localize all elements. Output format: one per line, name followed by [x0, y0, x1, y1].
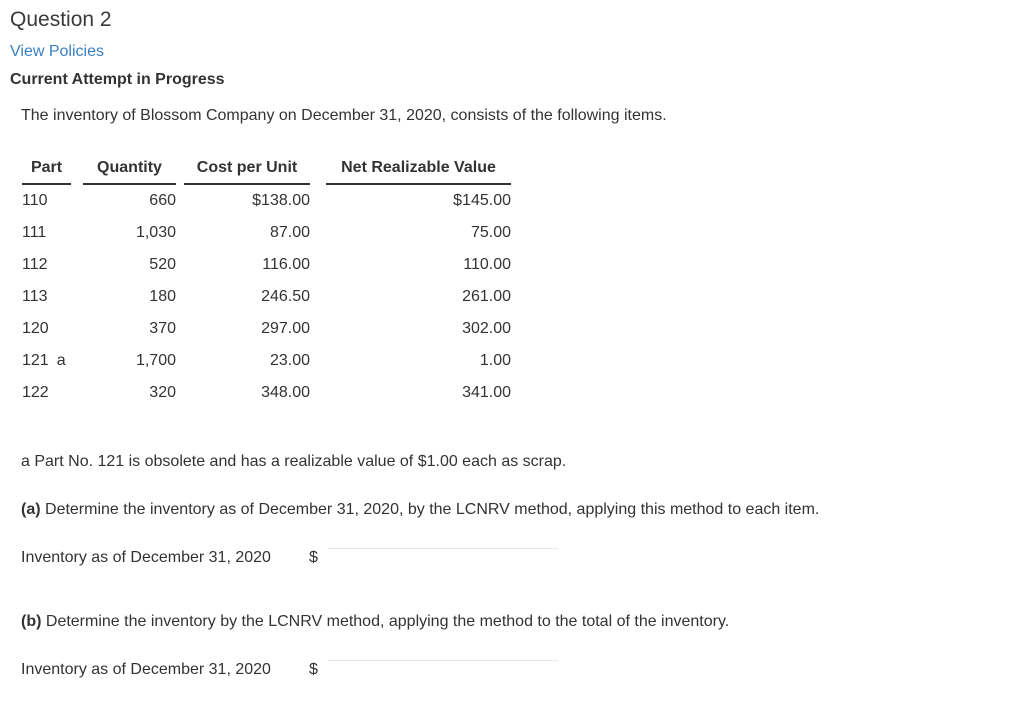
part-b-answer-input[interactable] — [328, 660, 558, 683]
cell-cost: $138.00 — [252, 192, 310, 209]
table-row — [22, 217, 511, 249]
footnote: a Part No. 121 is obsolete and has a realizable value of $1.00 each as scrap. — [21, 453, 567, 470]
part-b-input-label: Inventory as of December 31, 2020 — [21, 661, 271, 678]
cell-quantity: 520 — [149, 256, 176, 273]
cell-part: 110 — [22, 192, 48, 209]
table-row — [22, 377, 511, 409]
table-row — [22, 345, 511, 377]
header-part: Part — [22, 153, 71, 185]
cell-quantity: 370 — [149, 320, 176, 337]
cell-part: 112 — [22, 256, 48, 273]
cell-nrv: 341.00 — [462, 384, 511, 401]
footnote-marker: a — [56, 352, 66, 369]
table-row — [22, 185, 511, 217]
cell-part: 120 — [22, 320, 49, 337]
cell-cost: 246.50 — [261, 288, 310, 305]
cell-part: 113 — [22, 288, 48, 305]
inventory-table — [22, 153, 511, 409]
part-b-prompt: (b) Determine the inventory by the LCNRV method, applying the method to the total of the inventory. — [21, 613, 730, 630]
part-a-answer-input[interactable] — [328, 548, 558, 571]
header-quantity: Quantity — [83, 153, 176, 185]
table-row — [22, 313, 511, 345]
part-a-prompt: (a) Determine the inventory as of December 31, 2020, by the LCNRV method, applying this method to each item. — [21, 501, 820, 518]
cell-cost: 87.00 — [269, 224, 310, 241]
cell-cost: 348.00 — [261, 384, 310, 401]
cell-quantity: 1,030 — [135, 224, 176, 241]
cell-nrv: 110.00 — [463, 256, 511, 273]
cell-quantity: 1,700 — [135, 352, 176, 369]
part-a-input-label: Inventory as of December 31, 2020 — [21, 549, 271, 566]
question-intro: The inventory of Blossom Company on December 31, 2020, consists of the following items. — [21, 107, 667, 124]
cell-nrv: 75.00 — [470, 224, 511, 241]
cell-nrv: $145.00 — [453, 192, 511, 209]
cell-part: 111 — [22, 224, 47, 241]
table-header-row — [22, 153, 511, 185]
part-b-label: (b) — [21, 613, 42, 630]
cell-quantity: 180 — [149, 288, 176, 305]
cell-part: 121 a — [22, 352, 66, 369]
part-a-label: (a) — [21, 501, 41, 518]
cell-cost: 23.00 — [269, 352, 310, 369]
cell-quantity: 660 — [149, 192, 176, 209]
cell-nrv: 261.00 — [462, 288, 511, 305]
cell-nrv: 1.00 — [479, 352, 511, 369]
cell-part: 122 — [22, 384, 49, 401]
cell-cost: 116.00 — [262, 256, 310, 273]
question-title: Question 2 — [10, 8, 112, 31]
attempt-status: Current Attempt in Progress — [10, 71, 225, 88]
cell-cost: 297.00 — [261, 320, 310, 337]
view-policies-link[interactable]: View Policies — [10, 43, 104, 60]
header-net-realizable-value: Net Realizable Value — [326, 153, 511, 185]
table-row — [22, 249, 511, 281]
table-row — [22, 281, 511, 313]
part-b-currency: $ — [309, 661, 318, 678]
cell-quantity: 320 — [149, 384, 176, 401]
part-a-currency: $ — [309, 549, 318, 566]
header-cost-per-unit: Cost per Unit — [184, 153, 310, 185]
cell-nrv: 302.00 — [462, 320, 511, 337]
